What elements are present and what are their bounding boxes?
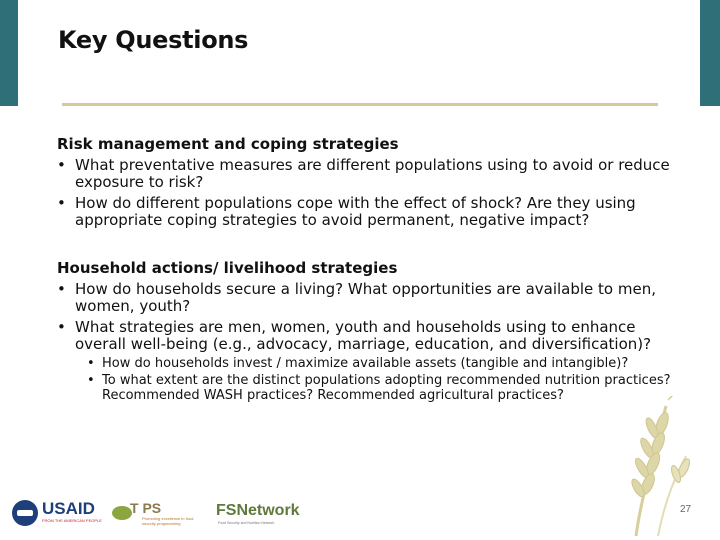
bullet-list-household [57, 281, 672, 353]
slide-content [57, 135, 672, 403]
bullet-list-risk [57, 157, 672, 229]
sub-bullet-list [85, 356, 672, 403]
title-divider [62, 103, 658, 106]
fsn-logo-tagline: Food Security and Nutrition Network [218, 521, 275, 525]
wheat-stalk-icon [596, 396, 700, 536]
bullet-item: • What strategies are men, women, youth and households using to enhance overall well-being (e.g., advocacy, marriage, education, and diversification)? [57, 319, 672, 353]
tops-swoosh-icon [112, 506, 132, 520]
sub-bullet-item: • How do households invest / maximize available assets (tangible and intangible)? [85, 356, 672, 371]
usaid-logo-name: USAID [42, 499, 95, 518]
tops-logo [112, 498, 192, 528]
section-heading-household: Household actions/ livelihood strategies [57, 259, 398, 277]
sub-bullet-item: • To what extent are the distinct populations adopting recommended nutrition practices? Recommended WASH practices? Recommended agricultural practices? [85, 373, 672, 403]
tops-logo-tagline: Promoting excellence in food security programming [142, 516, 194, 526]
fsn-logo-name: FSNetwork [216, 502, 300, 519]
tops-logo-name: T PS [130, 500, 162, 516]
bullet-item: • How do households secure a living? What opportunities are available to men, women, youth? [57, 281, 672, 315]
usaid-logo-tagline: FROM THE AMERICAN PEOPLE [42, 518, 102, 523]
usaid-logo [12, 498, 102, 528]
left-accent-bar [0, 0, 18, 106]
usaid-seal-icon [12, 500, 38, 526]
bullet-item: • How do different populations cope with the effect of shock? Are they using appropriate coping strategies to avoid permanent, negative impact? [57, 195, 672, 229]
fsn-logo [216, 500, 302, 528]
slide-title: Key Questions [58, 26, 249, 54]
page-number: 27 [680, 504, 692, 515]
right-accent-bar [700, 0, 720, 106]
bullet-item: • What preventative measures are different populations using to avoid or reduce exposure to risk? [57, 157, 672, 191]
section-heading-risk: Risk management and coping strategies [57, 135, 399, 153]
